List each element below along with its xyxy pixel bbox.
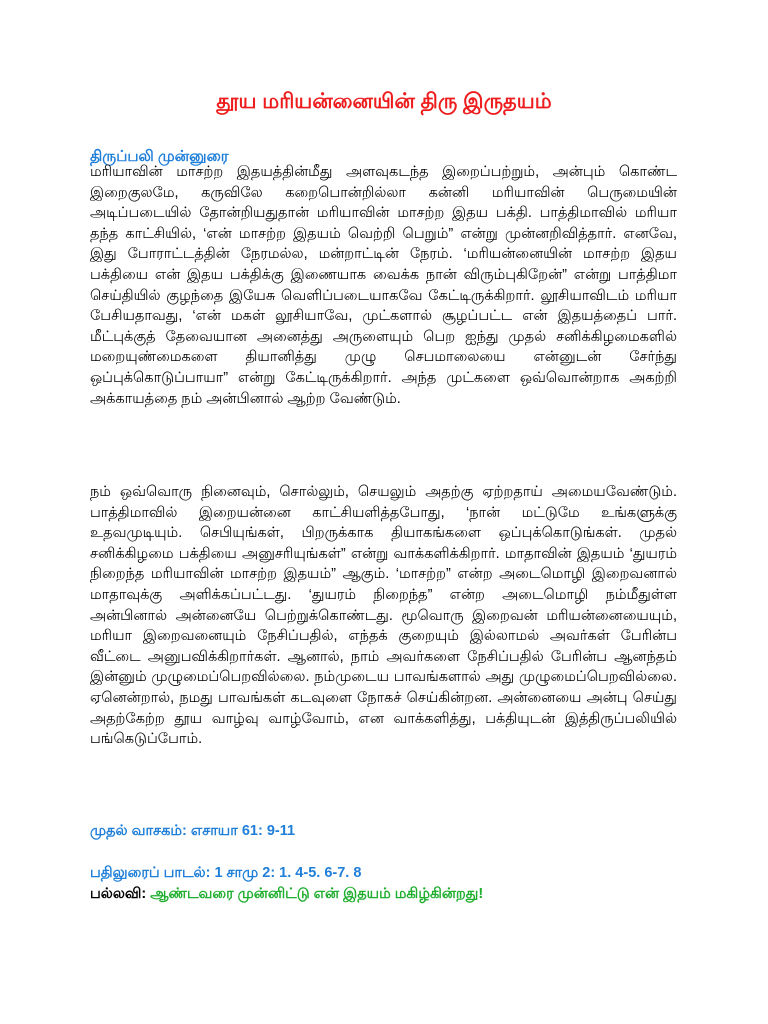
refrain-text: ஆண்டவரை முன்னிட்டு என் இதயம் மகிழ்கின்றது! bbox=[150, 886, 484, 902]
refrain-label: பல்லவி: bbox=[90, 886, 147, 902]
intro-paragraph-1: மரியாவின் மாசற்ற இதயத்தின்மீது அளவுகடந்த இறைப்பற்றும், அன்பும் கொண்ட இறைகுலமே, கருவிலே கறைபொன்றில்லா கன்னி மரியாவின் பெருமையின் அடிப்படையில் தோன்றியதுதான் மரியாவின் மாசற்ற இதய பக்தி. பாத்திமாவில் மரியா தந்த காட்சியில், ‘என் மாசற்ற இதயம் வெற்றி பெறும்” என்று முன்னறிவித்தார். எனவே, இது போராட்டத்தின் நேரமல்ல, மன்றாட்டின் நேரம். ‘மரியன்னையின் மாசற்ற இதய பக்தியை என் இதய பக்திக்கு இணையாக வைக்க நான் விரும்புகிறேன்” என்று பாத்திமா செய்தியில் குழந்தை இயேசு வெளிப்படையாகவே கேட்டிருக்கிறார். லூசியாவிடம் மரியா பேசியதாவது, ‘என் மகள் லூசியாவே, முட்களால் சூழப்பட்ட என் இதயத்தைப் பார். மீட்புக்குத் தேவையான அனைத்து அருளையும் பெற ஐந்து முதல் சனிக்கிழமைகளில் மறையுண்மைகளை தியானித்து முழு செபமாலையை என்னுடன் சேர்ந்து ஒப்புக்கொடுப்பாயா” என்று கேட்டிருக்கிறார். அந்த முட்களை ஒவ்வொன்றாக அகற்றி அக்காயத்தை நம் அன்பினால் ஆற்ற வேண்டும். bbox=[90, 164, 677, 407]
page-title: தூய மரியன்னையின் திரு இருதயம் bbox=[216, 90, 552, 113]
intro-heading: திருப்பலி முன்னுரை bbox=[90, 148, 229, 165]
responsorial-psalm-line: பதிலுரைப் பாடல்: 1 சாமு 2: 1. 4-5. 6-7. 8 bbox=[90, 865, 362, 881]
refrain-line bbox=[90, 886, 483, 904]
first-reading-line: முதல் வாசகம்: எசாயா 61: 9-11 bbox=[90, 823, 296, 839]
intro-paragraph-2: நம் ஒவ்வொரு நினைவும், சொல்லும், செயலும் அதற்கு ஏற்றதாய் அமையவேண்டும். பாத்திமாவில் இறையன்னை காட்சியளித்தபோது, ‘நான் மட்டுமே உங்களுக்கு உதவமுடியும். செபியுங்கள், பிறருக்காக தியாகங்களை ஒப்புக்கொடுங்கள். முதல் சனிக்கிழமை பக்தியை அனுசரியுங்கள்” என்று வாக்களிக்கிறார். மாதாவின் இதயம் ‘துயரம் நிறைந்த மரியாவின் மாசற்ற இதயம்” ஆகும். ‘மாசற்ற” என்ற அடைமொழி இறைவனால் மாதாவுக்கு அளிக்கப்பட்டது. ‘துயரம் நிறைந்த” என்ற அடைமொழி நம்மீதுள்ள அன்பினால் அன்னையே பெற்றுக்கொண்டது. மூவொரு இறைவன் மரியன்னையையும், மரியா இறைவனையும் நேசிப்பதில், எந்தக் குறையும் இல்லாமல் அவர்கள் பேரின்ப வீட்டை அனுபவிக்கிறார்கள். ஆனால், நாம் அவர்களை நேசிப்பதில் பேரின்ப ஆனந்தம் இன்னும் முழுமைப்பெறவில்லை. நம்முடைய பாவங்களால் அது முழுமைப்பெறவில்லை. ஏனென்றால், நமது பாவங்கள் கடவுளை நோகச் செய்கின்றன. அன்னையை அன்பு செய்து அதற்கேற்ற தூய வாழ்வு வாழ்வோம், என வாக்களித்து, பக்தியுடன் இத்திருப்பலியில் பங்கெடுப்போம். bbox=[90, 484, 677, 748]
